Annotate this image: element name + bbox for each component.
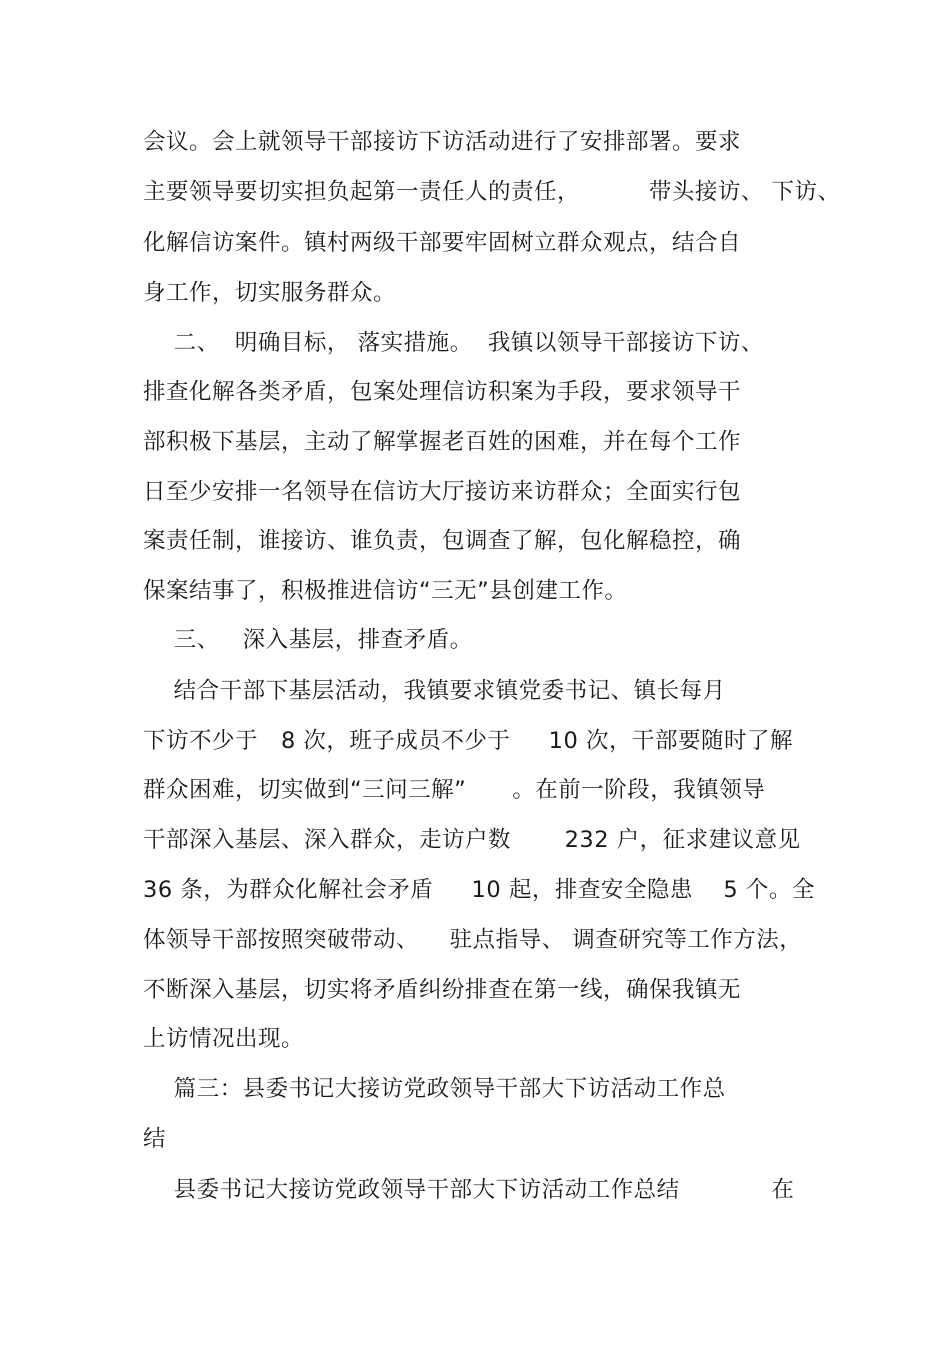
text-line: 干部深入基层、深入群众，走访户数 232 户，征求建议意见 <box>143 827 801 853</box>
text-line: 部积极下基层，主动了解掌握老百姓的困难，并在每个工作 <box>143 429 742 455</box>
text-line: 群众困难，切实做到“三问三解” 。在前一阶段，我镇领导 <box>143 777 766 803</box>
text-line: 不断深入基层，切实将矛盾纠纷排查在第一线，确保我镇无 <box>143 977 742 1003</box>
text-line: 结 <box>143 1126 167 1152</box>
text-line: 篇三：县委书记大接访党政领导干部大下访活动工作总 <box>143 1076 726 1102</box>
text-line: 36 条，为群众化解社会矛盾 10 起，排查安全隐患 5 个。全 <box>143 877 815 903</box>
text-line: 保案结事了，积极推进信访“三无”县创建工作。 <box>143 578 628 604</box>
text-line: 主要领导要切实担负起第一责任人的责任， 带头接访、 下访、 <box>143 179 841 205</box>
text-line: 上访情况出现。 <box>143 1026 305 1052</box>
text-line: 化解信访案件。镇村两级干部要牢固树立群众观点，结合自 <box>143 230 742 256</box>
text-line: 县委书记大接访党政领导干部大下访活动工作总结 在 <box>143 1177 795 1203</box>
text-line: 体领导干部按照突破带动、 驻点指导、 调查研究等工作方法， <box>143 927 803 953</box>
text-line: 结合干部下基层活动，我镇要求镇党委书记、镇长每月 <box>143 678 726 704</box>
text-line: 案责任制，谁接访、谁负责，包调查了解，包化解稳控，确 <box>143 528 742 554</box>
text-line: 三、 深入基层，排查矛盾。 <box>143 627 473 653</box>
text-line: 二、 明确目标， 落实措施。 我镇以领导干部接访下访、 <box>143 330 764 356</box>
text-line: 日至少安排一名领导在信访大厅接访来访群众；全面实行包 <box>143 479 742 505</box>
text-line: 会议。会上就领导干部接访下访活动进行了安排部署。要求 <box>143 129 742 155</box>
text-line: 下访不少于 8 次，班子成员不少于 10 次，干部要随时了解 <box>143 728 793 754</box>
text-line: 身工作，切实服务群众。 <box>143 280 397 306</box>
text-line: 排查化解各类矛盾，包案处理信访积案为手段，要求领导干 <box>143 379 742 405</box>
